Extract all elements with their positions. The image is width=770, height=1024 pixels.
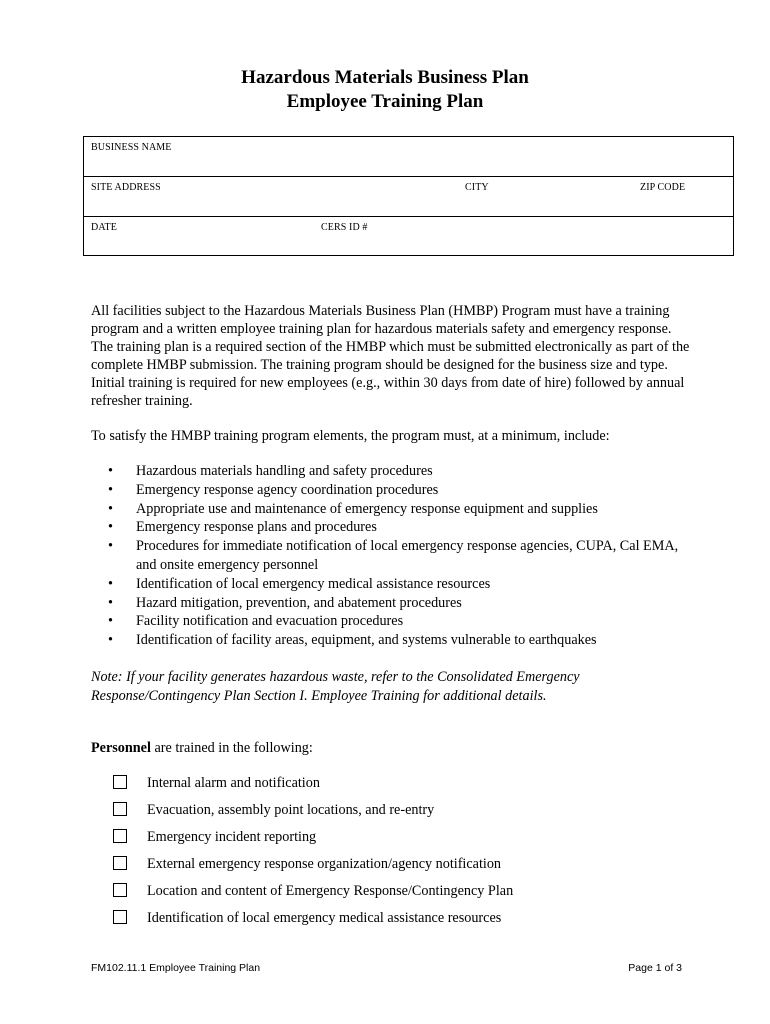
date-row — [84, 217, 733, 257]
city-field[interactable] — [459, 177, 629, 216]
city-label: CITY — [465, 182, 489, 193]
cers-id-label: CERS ID # — [321, 222, 368, 233]
checkbox-icon[interactable] — [113, 802, 127, 816]
list-item: • Facility notification and evacuation procedures — [108, 613, 404, 630]
checklist-item: External emergency response organization/agency notification — [113, 853, 513, 880]
address-row — [84, 177, 733, 217]
checkbox-icon[interactable] — [113, 829, 127, 843]
personnel-bold: Personnel — [91, 740, 151, 756]
footer-form-id: FM102.11.1 Employee Training Plan — [91, 962, 261, 974]
personnel-heading — [91, 739, 313, 757]
list-item: • Hazard mitigation, prevention, and abatement procedures — [108, 594, 462, 611]
date-field[interactable] — [84, 217, 314, 257]
bullet-icon: • — [108, 613, 113, 630]
list-item: • Emergency response agency coordination procedures — [108, 481, 439, 498]
bullet-icon: • — [108, 575, 113, 592]
checklist-item: Identification of local emergency medical assistance resources — [113, 907, 513, 934]
bullet-icon: • — [108, 481, 113, 498]
site-address-field[interactable] — [84, 177, 459, 216]
page-title: Hazardous Materials Business Plan — [241, 67, 529, 88]
bullet-icon: • — [108, 632, 113, 649]
business-name-label: BUSINESS NAME — [91, 142, 172, 153]
bullet-icon: • — [108, 500, 113, 517]
list-item: • Identification of facility areas, equipment, and systems vulnerable to earthquakes — [108, 632, 597, 649]
bullet-icon: • — [108, 463, 113, 479]
requirements-list — [108, 462, 698, 650]
cers-id-field[interactable] — [314, 217, 733, 257]
checklist-item: Evacuation, assembly point locations, and re-entry — [113, 799, 513, 826]
intro-paragraph: All facilities subject to the Hazardous Materials Business Plan (HMBP) Program must have a training program and a written employee training plan for hazardous materials safety and emergency response. The training plan is a required section of the HMBP which must be submitted electronically as part of the complete HMBP submission. The training program should be designed for the business size and type. Initial training is required for new employees (e.g., within 30 days from date of hire) followed by annual refresher training. — [91, 303, 690, 409]
list-item: • Identification of local emergency medical assistance resources — [108, 575, 491, 592]
bullet-icon: • — [108, 538, 113, 555]
checklist-item: Location and content of Emergency Response/Contingency Plan — [113, 880, 513, 907]
bullet-icon: • — [108, 519, 113, 536]
checkbox-icon[interactable] — [113, 910, 127, 924]
list-item: • Appropriate use and maintenance of emergency response equipment and supplies — [108, 500, 598, 517]
site-address-label: SITE ADDRESS — [91, 182, 161, 193]
checkbox-icon[interactable] — [113, 856, 127, 870]
zip-code-label: ZIP CODE — [640, 182, 686, 193]
training-checklist — [113, 772, 513, 934]
checklist-item: Emergency incident reporting — [113, 826, 513, 853]
bullet-icon: • — [108, 594, 113, 611]
requirements-intro: To satisfy the HMBP training program elements, the program must, at a minimum, include: — [91, 428, 610, 444]
list-item: • Emergency response plans and procedures — [108, 519, 377, 536]
personnel-rest: are trained in the following: — [150, 740, 313, 756]
checklist-item: Internal alarm and notification — [113, 772, 513, 799]
note-text: Note: If your facility generates hazardous waste, refer to the Consolidated Emergency Response/Contingency Plan Section I. Employee Training for additional details. — [91, 669, 580, 704]
list-item: • Hazardous materials handling and safety procedures — [108, 463, 433, 479]
business-name-field[interactable] — [84, 137, 733, 177]
list-item: • Procedures for immediate notification of local emergency response agencies, CUPA, Cal EMA, and onsite emergency personnel — [108, 538, 679, 573]
checkbox-icon[interactable] — [113, 883, 127, 897]
footer-page-number: Page 1 of 3 — [628, 962, 682, 974]
page-subtitle: Employee Training Plan — [286, 91, 484, 112]
zip-code-field[interactable] — [629, 177, 733, 216]
date-label: DATE — [91, 222, 117, 233]
business-info-form — [83, 136, 734, 256]
checkbox-icon[interactable] — [113, 775, 127, 789]
